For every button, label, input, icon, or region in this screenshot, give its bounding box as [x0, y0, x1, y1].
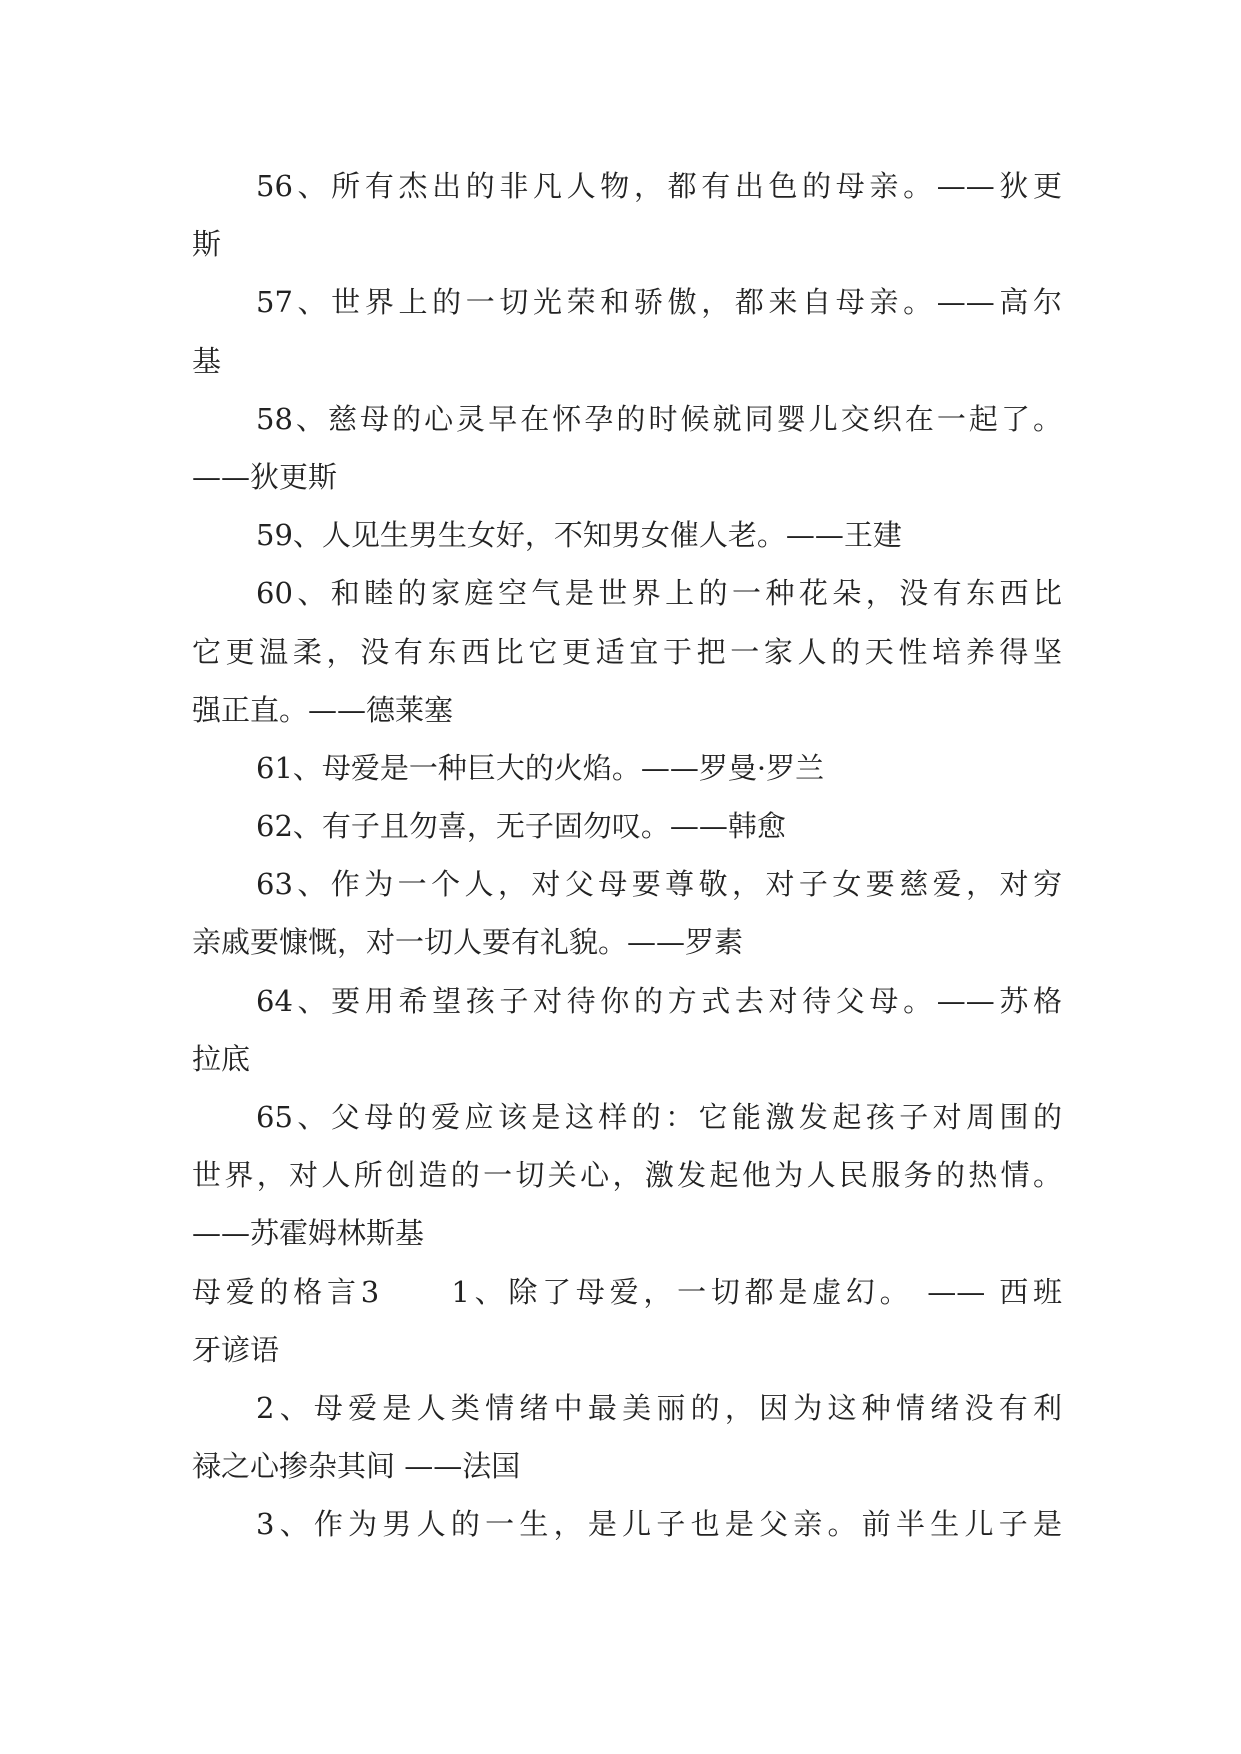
text-line	[192, 1495, 1062, 1553]
text-line	[192, 972, 1062, 1030]
text-line-content: 64、要用希望孩子对待你的方式去对待父母。——苏格	[256, 983, 1062, 1018]
text-line-content: 62、有子且勿喜，无子固勿叹。——韩愈	[256, 809, 786, 844]
text-line	[192, 506, 1062, 564]
text-line-content: 58、慈母的心灵早在怀孕的时候就同婴儿交织在一起了。	[256, 401, 1062, 436]
text-line	[192, 157, 1062, 215]
text-line-content: 63、作为一个人，对父母要尊敬，对子女要慈爱，对穷	[256, 867, 1062, 902]
text-line-content: 母爱的格言3 1、除了母爱，一切都是虚幻。 —— 西班	[192, 1274, 1062, 1309]
text-line	[192, 1146, 1062, 1204]
text-line-content: 2、母爱是人类情绪中最美丽的，因为这种情绪没有利	[256, 1390, 1062, 1425]
text-line	[192, 332, 1062, 390]
text-line	[192, 1379, 1062, 1437]
text-line-content: 基	[192, 343, 222, 378]
text-line	[192, 1437, 1062, 1495]
text-line-content: 3、作为男人的一生，是儿子也是父亲。前半生儿子是	[256, 1507, 1062, 1542]
text-line	[192, 797, 1062, 855]
text-line	[192, 1321, 1062, 1379]
text-line-content: 它更温柔，没有东西比它更适宜于把一家人的天性培养得坚	[192, 634, 1062, 669]
text-line-content: 斯	[192, 227, 222, 262]
text-line	[192, 855, 1062, 913]
text-line	[192, 681, 1062, 739]
document-body	[192, 157, 1062, 1554]
text-line	[192, 390, 1062, 448]
text-line	[192, 1263, 1062, 1321]
text-line-content: ——狄更斯	[192, 459, 338, 494]
text-line-content: 56、所有杰出的非凡人物，都有出色的母亲。——狄更	[256, 169, 1062, 203]
text-line	[192, 1204, 1062, 1262]
text-line	[192, 448, 1062, 506]
text-line	[192, 273, 1062, 331]
text-line	[192, 913, 1062, 971]
text-line-content: 60、和睦的家庭空气是世界上的一种花朵，没有东西比	[256, 576, 1062, 611]
text-line	[192, 564, 1062, 622]
text-line-content: 61、母爱是一种巨大的火焰。——罗曼·罗兰	[256, 750, 825, 785]
text-line	[192, 1030, 1062, 1088]
text-line	[192, 739, 1062, 797]
text-line-content: 禄之心掺杂其间 ——法国	[192, 1449, 521, 1484]
text-line	[192, 1088, 1062, 1146]
text-line-content: ——苏霍姆林斯基	[192, 1216, 425, 1251]
text-line-content: 牙谚语	[192, 1332, 280, 1367]
text-line	[192, 623, 1062, 681]
text-line-content: 亲戚要慷慨，对一切人要有礼貌。——罗素	[192, 925, 744, 960]
text-line-content: 强正直。——德莱塞	[192, 692, 454, 727]
text-line	[192, 215, 1062, 273]
text-line-content: 57、世界上的一切光荣和骄傲，都来自母亲。——高尔	[256, 285, 1062, 320]
text-line-content: 65、父母的爱应该是这样的：它能激发起孩子对周围的	[256, 1100, 1062, 1134]
text-line-content: 59、人见生男生女好，不知男女催人老。——王建	[256, 518, 902, 553]
text-line-content: 拉底	[192, 1041, 251, 1076]
text-line-content: 世界，对人所创造的一切关心，激发起他为人民服务的热情。	[192, 1158, 1062, 1193]
